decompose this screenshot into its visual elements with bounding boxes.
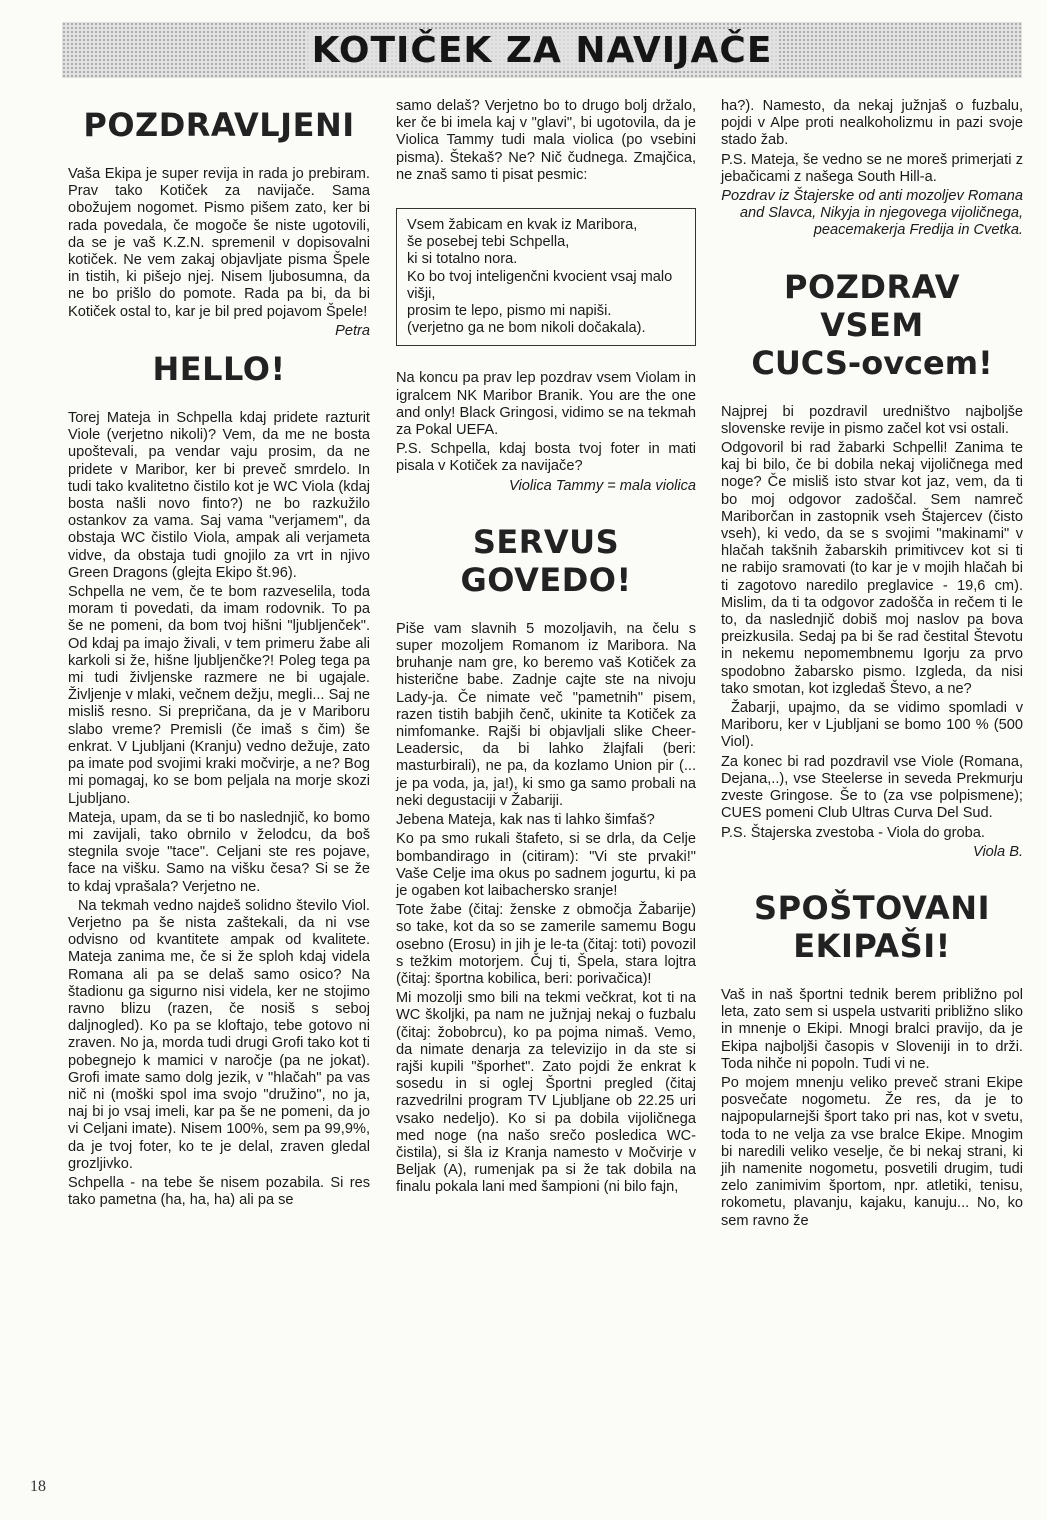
letter-paragraph: Odgovoril bi rad žabarki Schpelli! Zanima te kaj bi bilo, če bi dobila nekaj vijoličnega med noge? Če misliš isto stvar kot jaz, vem, da ti bo moj odgovor zadoščal. Sem namreč Mariborčan in zastopnik vseh Štajercev (čisto vseh), ki vedo, da se s svojimi "makinami" v hlačah takšnih žabarskih primitivcev kot si ti ne rabijo sramovati (to kar je v mojih hlačah bi ti zagotovo naredilo preglavice - 19,6 cm). Mislim, da ti ta odgovor zadošča in rečem ti le to, da naslednjič dobiš moj naslov pa bova preizkusila. Sedaj pa bi še rad čestital Števotu in nekemu nepomembnemu Igorju za prvo spodobno žabarsko pismo. Izgleda, da nisi tako smotan, kot izgledaš Števo, a ne? [721,440,1023,697]
heading-text: SPOŠTOVANI [754,888,990,927]
poem-line: ki si totalno nora. [407,251,518,268]
poem-line: Ko bo tvoj inteligenčni kvocient vsaj malo višji, [407,268,673,302]
letter-heading [68,350,370,388]
letter-paragraph: Jebena Mateja, kak nas ti lahko šimfaš? [396,812,655,829]
letter-paragraph: P.S. Štajerska zvestoba - Viola do groba. [721,824,985,841]
letter-paragraph: Tote žabe (čitaj: ženske z območja Žabarije) so take, kot da so se zamerile samemu Bogu osebno (Erosu) in jih je le-ta (čitaj: toti) povozil s težkim motorjem. Čuj ti, Špela, stara lojtra (čitaj: športna kobilica, beri: porivačica)! [396,902,696,987]
heading-text: POZDRAVLJENI [83,106,355,144]
letter-paragraph: Najprej bi pozdravil uredništvo najboljše slovenske revije in pismo začel kot vsi ostali. [721,403,1023,437]
letter-heading [68,106,370,144]
letter-paragraph: Ko pa smo rukali štafeto, si se drla, da Celje bombandirago in (citiram): "Vi ste prvaki!" Vaše Celje ima okus po sadnem jogurtu, ki pa je ogaben kot laibachersko sranje! [396,831,696,899]
letter-heading [396,523,696,599]
section-banner [62,22,1022,78]
letter-heading [721,268,1023,382]
letter-paragraph: samo delaš? Verjetno bo to drugo bolj držalo, ker če bi imela kaj v "glavi", bi ugotovila, da je Violica Tammy tudi mala violica (po vsebini pisma). Štekaš? Ne? Nič čudnega. Zmajčica, ne znaš samo ti pisat pesmic: [396,98,696,183]
heading-text: CUCS-ovcem! [751,343,993,382]
poem-line: Vsem žabicam en kvak iz Maribora, [407,217,638,234]
letter-paragraph: Mateja, upam, da se ti bo naslednjič, ko bomo mi zavijali, tako obrnilo v želodcu, da boš stegnila svoje "tace". Celjani ste res pojave, face na višku. Samo na višku česa? Si se že to kdaj vprašala? Verjetno ne. [68,809,370,895]
letter-heading [721,889,1023,965]
section-title: KOTIČEK ZA NAVIJAČE [306,30,779,71]
letter-paragraph: Schpella ne vem, če te bom razveselila, toda moram ti povedati, da imam rodovnik. To pa še ne pomeni, da bom tvoj hišni "ljubljenček". Od kdaj pa imajo živali, v tem primeru žabe ali karkoli si že, hišne ljubljenčke?! Poleg tega pa mi tudi življenske razmere ne bi ugajale. Življenje v mlaki, večnem dežju, megli... Saj ne misliš resno. Si prepričana, da je v Mariboru slabo vreme? Premisli (če imaš s čim) še enkrat. V Ljubljani (Kranju) vedno dežuje, zato pa imate pod svojimi kraki močvirje, a ne? Bog mi pomagaj, ko se bom peljala na morje skozi Ljubljano. [68,584,370,807]
letter-paragraph: Žabarji, upajmo, da se vidimo spomladi v Mariboru, ker v Ljubljani se bomo 100 % (500 Viol). [721,700,1023,751]
letter-paragraph: Vaš in naš športni tednik berem približno pol leta, zato sem si uspela ustvariti približno sliko in mnenje o Ekipi. Mnogi bralci pravijo, da je Ekipa najboljši časopis v Sloveniji in to drži. Toda nihče ni popoln. Tudi vi ne. [721,986,1023,1072]
heading-text: SERVUS [472,522,620,561]
letter-paragraph: P.S. Mateja, še vedno se ne moreš primerjati z jebačicami z našega South Hill-a. [721,151,1023,185]
letter-paragraph: Mi mozolji smo bili na tekmi večkrat, kot ti na WC školjki, pa nam ne južnjaj nekaj o fuzbalu (čitaj: žobobrcu), ko pa pojma nimaš. Vemo, da nimate denarja za televizijo in da ste si rajši kupili "šporhet". Zato pojdi že enkrat k sosedu in si oglej Športni pregled (čitaj razvedrilni program TV Ljubljane ob 22.25 uri vsako nedeljo). Ko si pa dobila vijoličnega med noge (na našo srečo posledica WC-čistila), si šla iz Kranja namesto v Močvirje v Beljak (A), rumenjak pa si že tak dobila na finalu pokala lani med šampioni (ni bilo fajn, [396,990,696,1196]
letter-paragraph: Vaša Ekipa je super revija in rada jo prebiram. Prav tako Kotiček za navijače. Sama obožujem nogomet. Pismo pišem zato, ker bi rada povedala, če mogoče še niste ugotovili, da se je vaš K.Z.N. spremenil v dopisovalni kotiček. Ne vem zakaj objavljate pisma Špele in tistih, ki pišejo njej. Nisem ljubosumna, da ne bo prišlo do pomote. Rada pa bi, da bi Kotiček ostal to, kar je bil pred pojavom Špele! [68,166,370,320]
poem-box [396,208,696,346]
letter-paragraph: Piše vam slavnih 5 mozoljavih, na čelu s super mozoljem Romanom iz Maribora. Na bruhanje nam gre, ko beremo vaš Kotiček za histerične babe. Zadnje cajte ste na nivoju Lady-ja. Če nimate več "pametnih" pisem, razen tistih babjih čenč, ukinite ta Kotiček za nimfomanke. Rajši bi objavljali slike Cheer-Leadersic, da bi lahko žlajfali (beri: masturbirali), ne pa, da kozlamo Union pir (... je pa voda, ja, ja!), ki smo ga samo probali na neki degustaciji v Žabariji. [396,620,696,809]
letter-paragraph: Torej Mateja in Schpella kdaj pridete razturit Viole (verjetno nikoli)? Vem, da me ne bosta upoštevali, pa vendar vaju prosim, da ne pridete v Maribor, ker bi preveč smrdelo. In tudi tako kvalitetno čistilo kot je WC Viola (kdaj bosta našli novo finto?) ne bo razkužilo ostankov za vama. Saj vama "verjamem", da obstaja WC čistilo Viola, ampak ali verjameta vidve, da obstaja tudi gnojilo za vrt in njivo Green Dragons (glejta Ekipo št.96). [68,410,370,581]
heading-text: EKIPAŠI! [793,926,951,965]
letter-paragraph: Na koncu pa prav lep pozdrav vsem Violam in igralcem NK Maribor Branik. You are the one and only! Black Gringosi, vidimo se na tekmah za Pokal UEFA. [396,370,696,439]
column-2 [396,98,696,1199]
letter-paragraph: Po mojem mnenju veliko preveč strani Ekipe posvečate nogometu. Že res, da je to najpopularnejši šport tako pri nas, kot v svetu, toda to ne velja za vse bralce Ekipe. Mnogim bi naredili veliko veselje, če bi nekaj strani, ki jih namenite nogometu, posvetili drugim, tudi zelo zanimivim športom, npr. atletiki, tenisu, rokometu, plavanju, kajaku, kanuju... No, ko sem ravno že [721,1074,1023,1229]
letter-signature: Pozdrav iz Štajerske od anti mozoljev Romana and Slavca, Nikyja in njegovega vijoličnega, peacemakerja Fredija in Cvetka. [721,188,1023,239]
heading-text: GOVEDO! [460,560,632,599]
letter-signature: Violica Tammy = mala violica [509,477,696,494]
column-3 [721,98,1023,1232]
letter-paragraph: Za konec bi rad pozdravil vse Viole (Romana, Dejana,..), vse Steelerse in seveda Prekmurju zveste Gringose. Še to (za vse polpismene); CUES pomeni Club Ultras Curva Del Sud. [721,753,1023,822]
letter-paragraph: Na tekmah vedno najdeš solidno število Viol. Verjetno pa še nista zaštekali, da ni vse odvisno od kvantitete ampak od kvalitete. Mateja zanima me, če si že sploh kdaj videla Romana ali pa se delaš samo osico? Na štadionu ga sigurno nisi videla, ker ne stojimo ravno blizu (razen, če nosiš s seboj daljnogled). Ko pa se kloftajo, tebe gotovo ni zraven. No ja, morda tudi drugi Grofi tako kot ti pobegnejo k mamici v naročje (pa ne jokat). Grofi imate samo dolg jezik, v "hlačah" pa vas nič ni (moški spol ima svojo "družino", no ja, naj bi jo vsaj imeli, kar pa še ne pomeni, da jo vi Celjani imate). Nisem 100%, sem pa 99,9%, da je tvoj foter, ko te je delal, zraven gledal grozljivko. [68,897,370,1172]
column-1 [68,98,370,1211]
poem-line: (verjetno ga ne bom nikoli dočakala). [407,320,646,337]
heading-text: VSEM [820,305,924,344]
heading-text: HELLO! [152,350,286,389]
letter-signature: Viola B. [972,843,1023,860]
poem-line: prosim te lepo, pismo mi napiši. [407,303,612,320]
poem-line: še posebej tebi Schpella, [407,234,570,251]
letter-paragraph: P.S. Schpella, kdaj bosta tvoj foter in mati pisala v Kotiček za navijače? [396,441,696,475]
letter-signature: Petra [335,322,370,339]
heading-text: POZDRAV [784,267,960,306]
page-number: 18 [30,1478,46,1495]
letter-paragraph: ha?). Namesto, da nekaj južnjaš o fuzbalu, pojdi v Alpe proti nealkoholizmu in pazi svoje stado žab. [721,98,1023,149]
letter-paragraph: Schpella - na tebe še nisem pozabila. Si res tako pametna (ha, ha, ha) ali pa se [68,1174,370,1209]
